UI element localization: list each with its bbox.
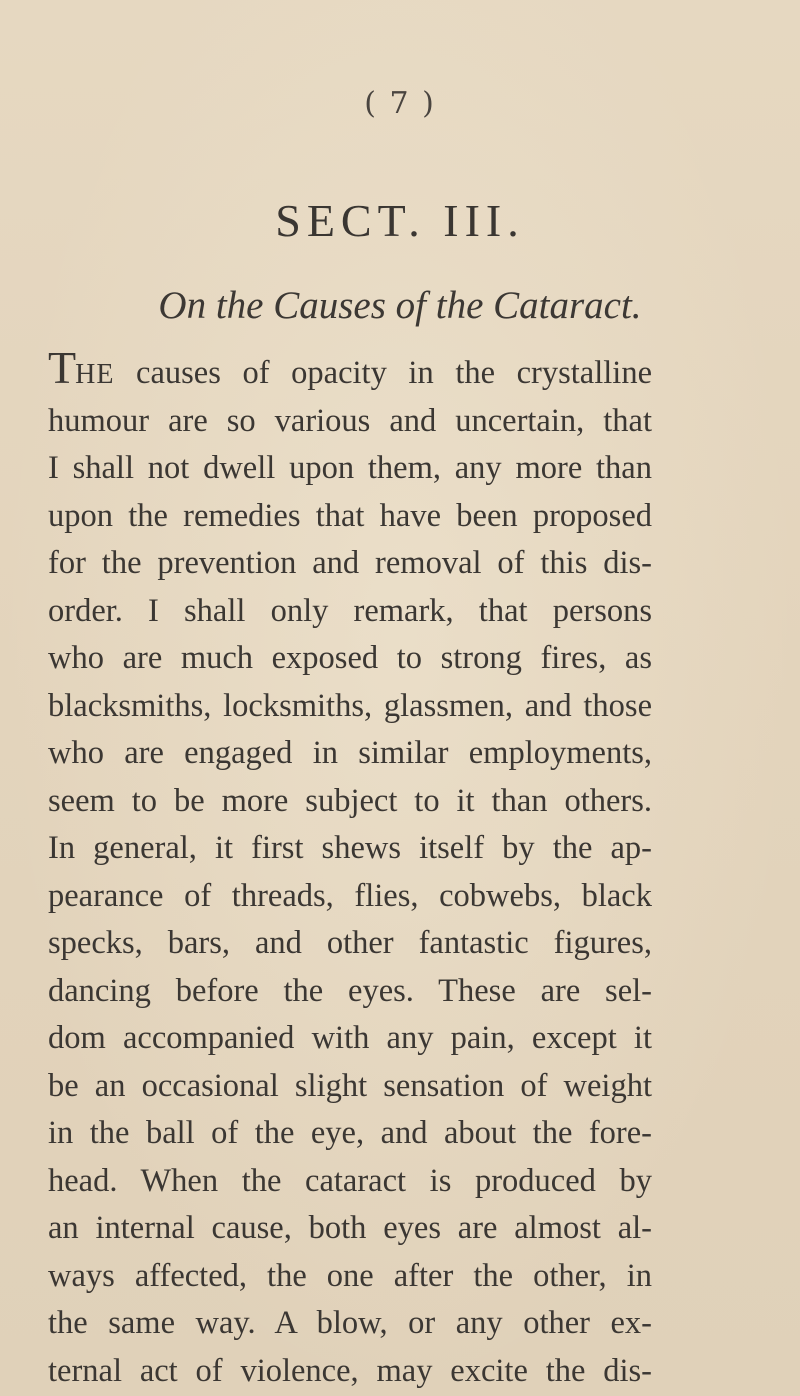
text-line: humour are so various and uncertain, that [48,402,652,439]
text-line: specks, bars, and other fantastic figures, [48,925,652,961]
text-line: ways affected, the one after the other, in [48,1257,652,1294]
drop-cap: T [48,342,76,393]
text-line: upon the remedies that have been proposed [48,497,652,534]
first-line-text: causes of opacity in the crystalline [136,355,652,391]
text-line: in the ball of the eye, and about the fore- [48,1115,652,1151]
text-line: pearance of threads, flies, cobwebs, black [48,877,652,914]
page-number: ( 7 ) [364,86,436,121]
text-line: who are much exposed to strong fires, as [48,640,652,676]
text-line: be an occasional slight sensation of weight [48,1067,652,1104]
section-heading: SECT. III. [275,195,525,246]
text-line: dom accompanied with any pain, except it [48,1020,652,1056]
text-line: head. When the cataract is produced by [48,1162,652,1199]
body-text [48,342,652,1395]
text-line: seem to be more subject to it than others. [48,782,652,819]
text-line: an internal cause, both eyes are almost al- [48,1210,652,1246]
text-line: dancing before the eyes. These are sel- [48,972,652,1009]
text-line: I shall not dwell upon them, any more than [48,450,652,486]
text-line: ternal act of violence, may excite the dis- [48,1352,652,1389]
text-line: order. I shall only remark, that persons [48,592,652,629]
text-line: for the prevention and removal of this dis- [48,545,652,581]
text-line-first [48,342,652,398]
text-line: the same way. A blow, or any other ex- [48,1305,652,1341]
text-line: In general, it first shews itself by the ap- [48,830,652,866]
text-line: who are engaged in similar employments, [48,735,652,771]
text-line: blacksmiths, locksmiths, glassmen, and those [48,687,652,724]
first-word-smallcaps: HE [75,359,115,390]
section-title: On the Causes of the Cataract. [158,284,642,327]
